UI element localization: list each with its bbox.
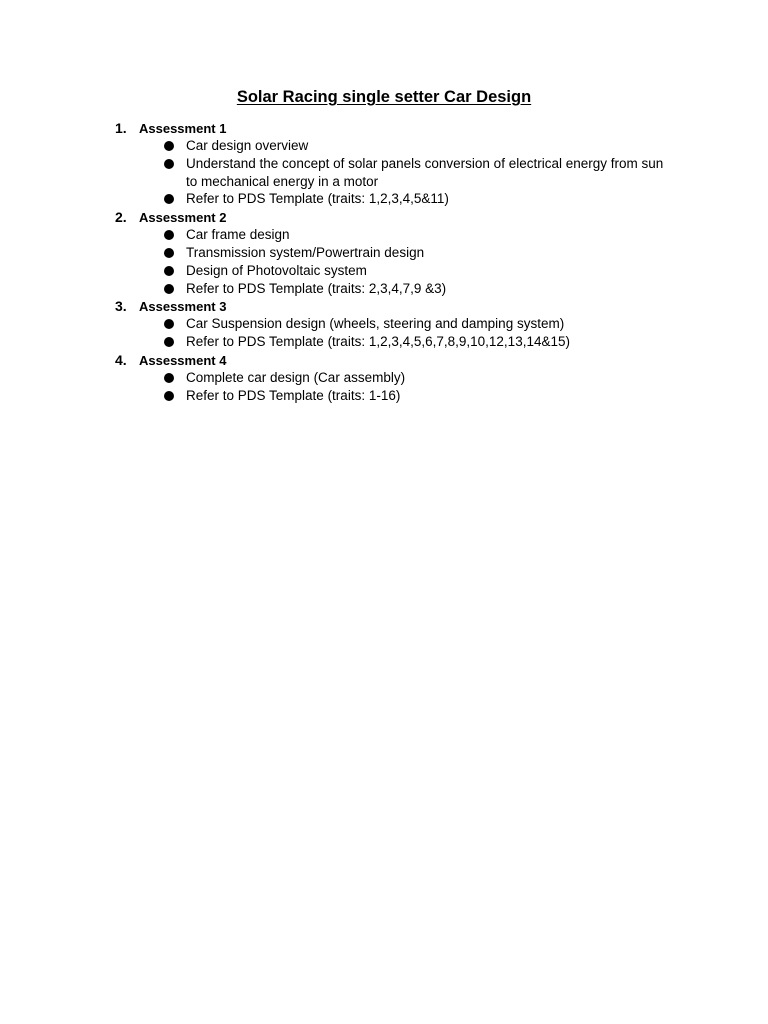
list-item <box>112 244 732 262</box>
list-item-text: Refer to PDS Template (traits: 1,2,3,4,5,6,7,8,9,10,12,13,14&15) <box>186 334 570 350</box>
list-item-text: Refer to PDS Template (traits: 1-16) <box>186 387 401 403</box>
list-item-text: Transmission system/Powertrain design <box>186 244 425 260</box>
assessment-section <box>112 119 732 208</box>
list-item <box>112 262 732 280</box>
list-item-text: Understand the concept of solar panels conversion of electrical energy from sun to mechanical energy in a motor <box>186 155 664 189</box>
list-item <box>112 387 732 405</box>
bullet-icon <box>112 262 186 280</box>
bullet-icon <box>112 244 186 262</box>
section-heading <box>112 208 732 226</box>
bullet-icon <box>112 369 186 387</box>
bullet-icon <box>112 190 186 208</box>
list-item <box>112 137 732 155</box>
list-item <box>112 190 732 208</box>
list-item <box>112 280 732 298</box>
list-item-text: Car frame design <box>186 227 290 243</box>
list-item-text: Car design overview <box>186 138 309 153</box>
list-item <box>112 315 732 333</box>
assessment-list <box>112 119 732 405</box>
list-item <box>112 369 732 387</box>
section-number: 2. <box>115 209 127 226</box>
section-number: 4. <box>115 351 127 368</box>
assessment-section <box>112 351 732 405</box>
bullet-list <box>112 137 732 208</box>
bullet-icon <box>112 333 186 351</box>
section-title: Assessment 2 <box>139 210 227 226</box>
bullet-icon <box>112 387 186 405</box>
assessment-section <box>112 208 732 297</box>
list-item <box>112 226 732 244</box>
bullet-list <box>112 315 732 351</box>
list-item-text: Refer to PDS Template (traits: 1,2,3,4,5&11) <box>186 191 449 207</box>
section-heading <box>112 119 732 137</box>
list-item <box>112 333 732 351</box>
section-heading <box>112 351 732 369</box>
list-item-text: Car Suspension design (wheels, steering and damping system) <box>186 316 565 332</box>
bullet-list <box>112 226 732 297</box>
section-number: 3. <box>115 298 127 315</box>
assessment-section <box>112 297 732 351</box>
section-title: Assessment 4 <box>139 352 227 368</box>
bullet-icon <box>112 280 186 298</box>
list-item-text: Design of Photovoltaic system <box>186 262 367 278</box>
bullet-icon <box>112 226 186 244</box>
bullet-icon <box>112 137 186 155</box>
section-heading <box>112 297 732 315</box>
section-title: Assessment 1 <box>139 121 227 136</box>
list-item <box>112 155 732 191</box>
section-number: 1. <box>115 120 127 136</box>
section-title: Assessment 3 <box>139 299 227 315</box>
document-title: Solar Racing single setter Car Design <box>236 88 532 106</box>
list-item-text: Refer to PDS Template (traits: 2,3,4,7,9 &3) <box>186 280 447 296</box>
list-item-text: Complete car design (Car assembly) <box>186 369 406 385</box>
bullet-icon <box>112 155 186 173</box>
bullet-icon <box>112 315 186 333</box>
bullet-list <box>112 369 732 405</box>
